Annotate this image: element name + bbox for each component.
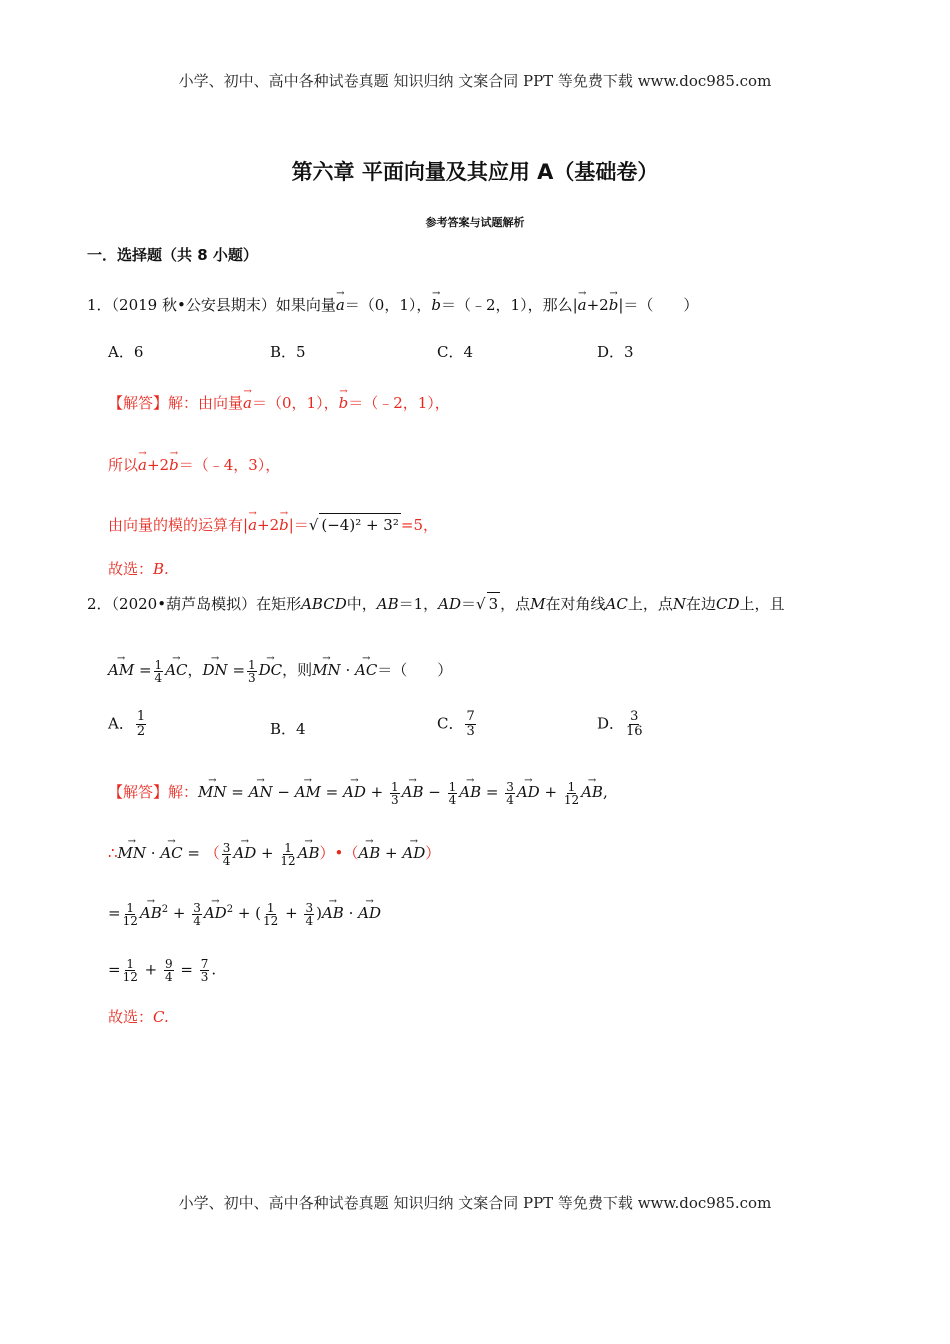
question-2-option-b[interactable]: B．4 <box>270 720 306 738</box>
question-2-solution-line-3: = $\frac{1}{12}$ → $AB^2$ + $\frac{3}{4}$ → $AD^2$ + ( $\frac{1}{12}$ + $\frac{3}{4}$ )→ AB · → AD <box>108 898 381 927</box>
question-2-condition: → AM = $\frac{1}{4}$ → AC，→ DN = $\frac{1}{3}$ → DC，则→ MN · → AC＝（ ） <box>108 655 452 684</box>
question-1-option-a[interactable]: A．6 <box>108 343 144 361</box>
vector-b: → b <box>431 290 441 316</box>
answer-letter: C. <box>153 1008 169 1026</box>
question-1-option-c[interactable]: C．4 <box>437 343 474 361</box>
question-2-answer: 故选：C. <box>108 1008 169 1026</box>
question-2-solution-line-1: 【解答】解：→ MN = → AN − → AM = → AD + $\frac{1}{3}$ → AB − $\frac{1}{4}$ → AB = $\frac{3}{4}$ → AD + $\frac{1}{12}$ → AB, <box>108 777 608 806</box>
section-heading: 一．选择题（共 8 小题） <box>87 246 258 264</box>
question-2-solution-line-2: ∴→ MN · → AC = （ $\frac{3}{4}$ → AD + $\frac{1}{12}$ → AB）•（→ AB + → AD） <box>108 838 440 867</box>
question-2-option-d[interactable]: D． $\frac{3}{16}$ <box>597 709 643 739</box>
question-1-answer: 故选：B. <box>108 560 169 578</box>
question-2-solution-line-4: = $\frac{1}{12}$ + $\frac{9}{4}$ = $\frac{7}{3}$ . <box>108 957 217 984</box>
question-2-stem: 2．（2020•葫芦岛模拟）在矩形ABCD中，AB＝1，AD＝√ 3 ，点M在对角线AC上，点N在边CD上，且 <box>87 592 785 615</box>
question-1-solution-line-1: 【解答】解：由向量→ a＝（0，1），→ b＝（﹣2，1）， <box>108 388 450 414</box>
solution-tag: 【解答】 <box>108 394 169 412</box>
page-header: 小学、初中、高中各种试卷真题 知识归纳 文案合同 PPT 等免费下载 www.doc985.com <box>178 72 772 90</box>
question-1-solution-line-2: 所以→ a+2→ b＝（﹣4，3）， <box>108 450 280 476</box>
answer-letter: B. <box>153 560 169 578</box>
question-2-option-c[interactable]: C． $\frac{7}{3}$ <box>437 709 475 739</box>
question-1-stem: 1．（2019 秋•公安县期末）如果向量→ a＝（0，1），→ b＝（﹣2，1），那么|→ a+2→ b|＝（ ） <box>87 290 698 316</box>
question-1-solution-line-3: 由向量的模的运算有|→ a+2→ b|＝√ (−4)² + 3² =5， <box>108 510 438 536</box>
page-title: 第六章 平面向量及其应用 A（基础卷） <box>291 160 659 184</box>
question-1-option-b[interactable]: B．5 <box>270 343 306 361</box>
radical: (−4)² + 3² <box>319 513 401 536</box>
question-2-option-a[interactable]: A． $\frac{1}{2}$ <box>108 709 146 739</box>
page-subtitle: 参考答案与试题解析 <box>425 216 525 229</box>
vector-a: → a <box>336 290 345 316</box>
question-1-option-d[interactable]: D．3 <box>597 343 634 361</box>
page-footer: 小学、初中、高中各种试卷真题 知识归纳 文案合同 PPT 等免费下载 www.doc985.com <box>178 1194 772 1212</box>
